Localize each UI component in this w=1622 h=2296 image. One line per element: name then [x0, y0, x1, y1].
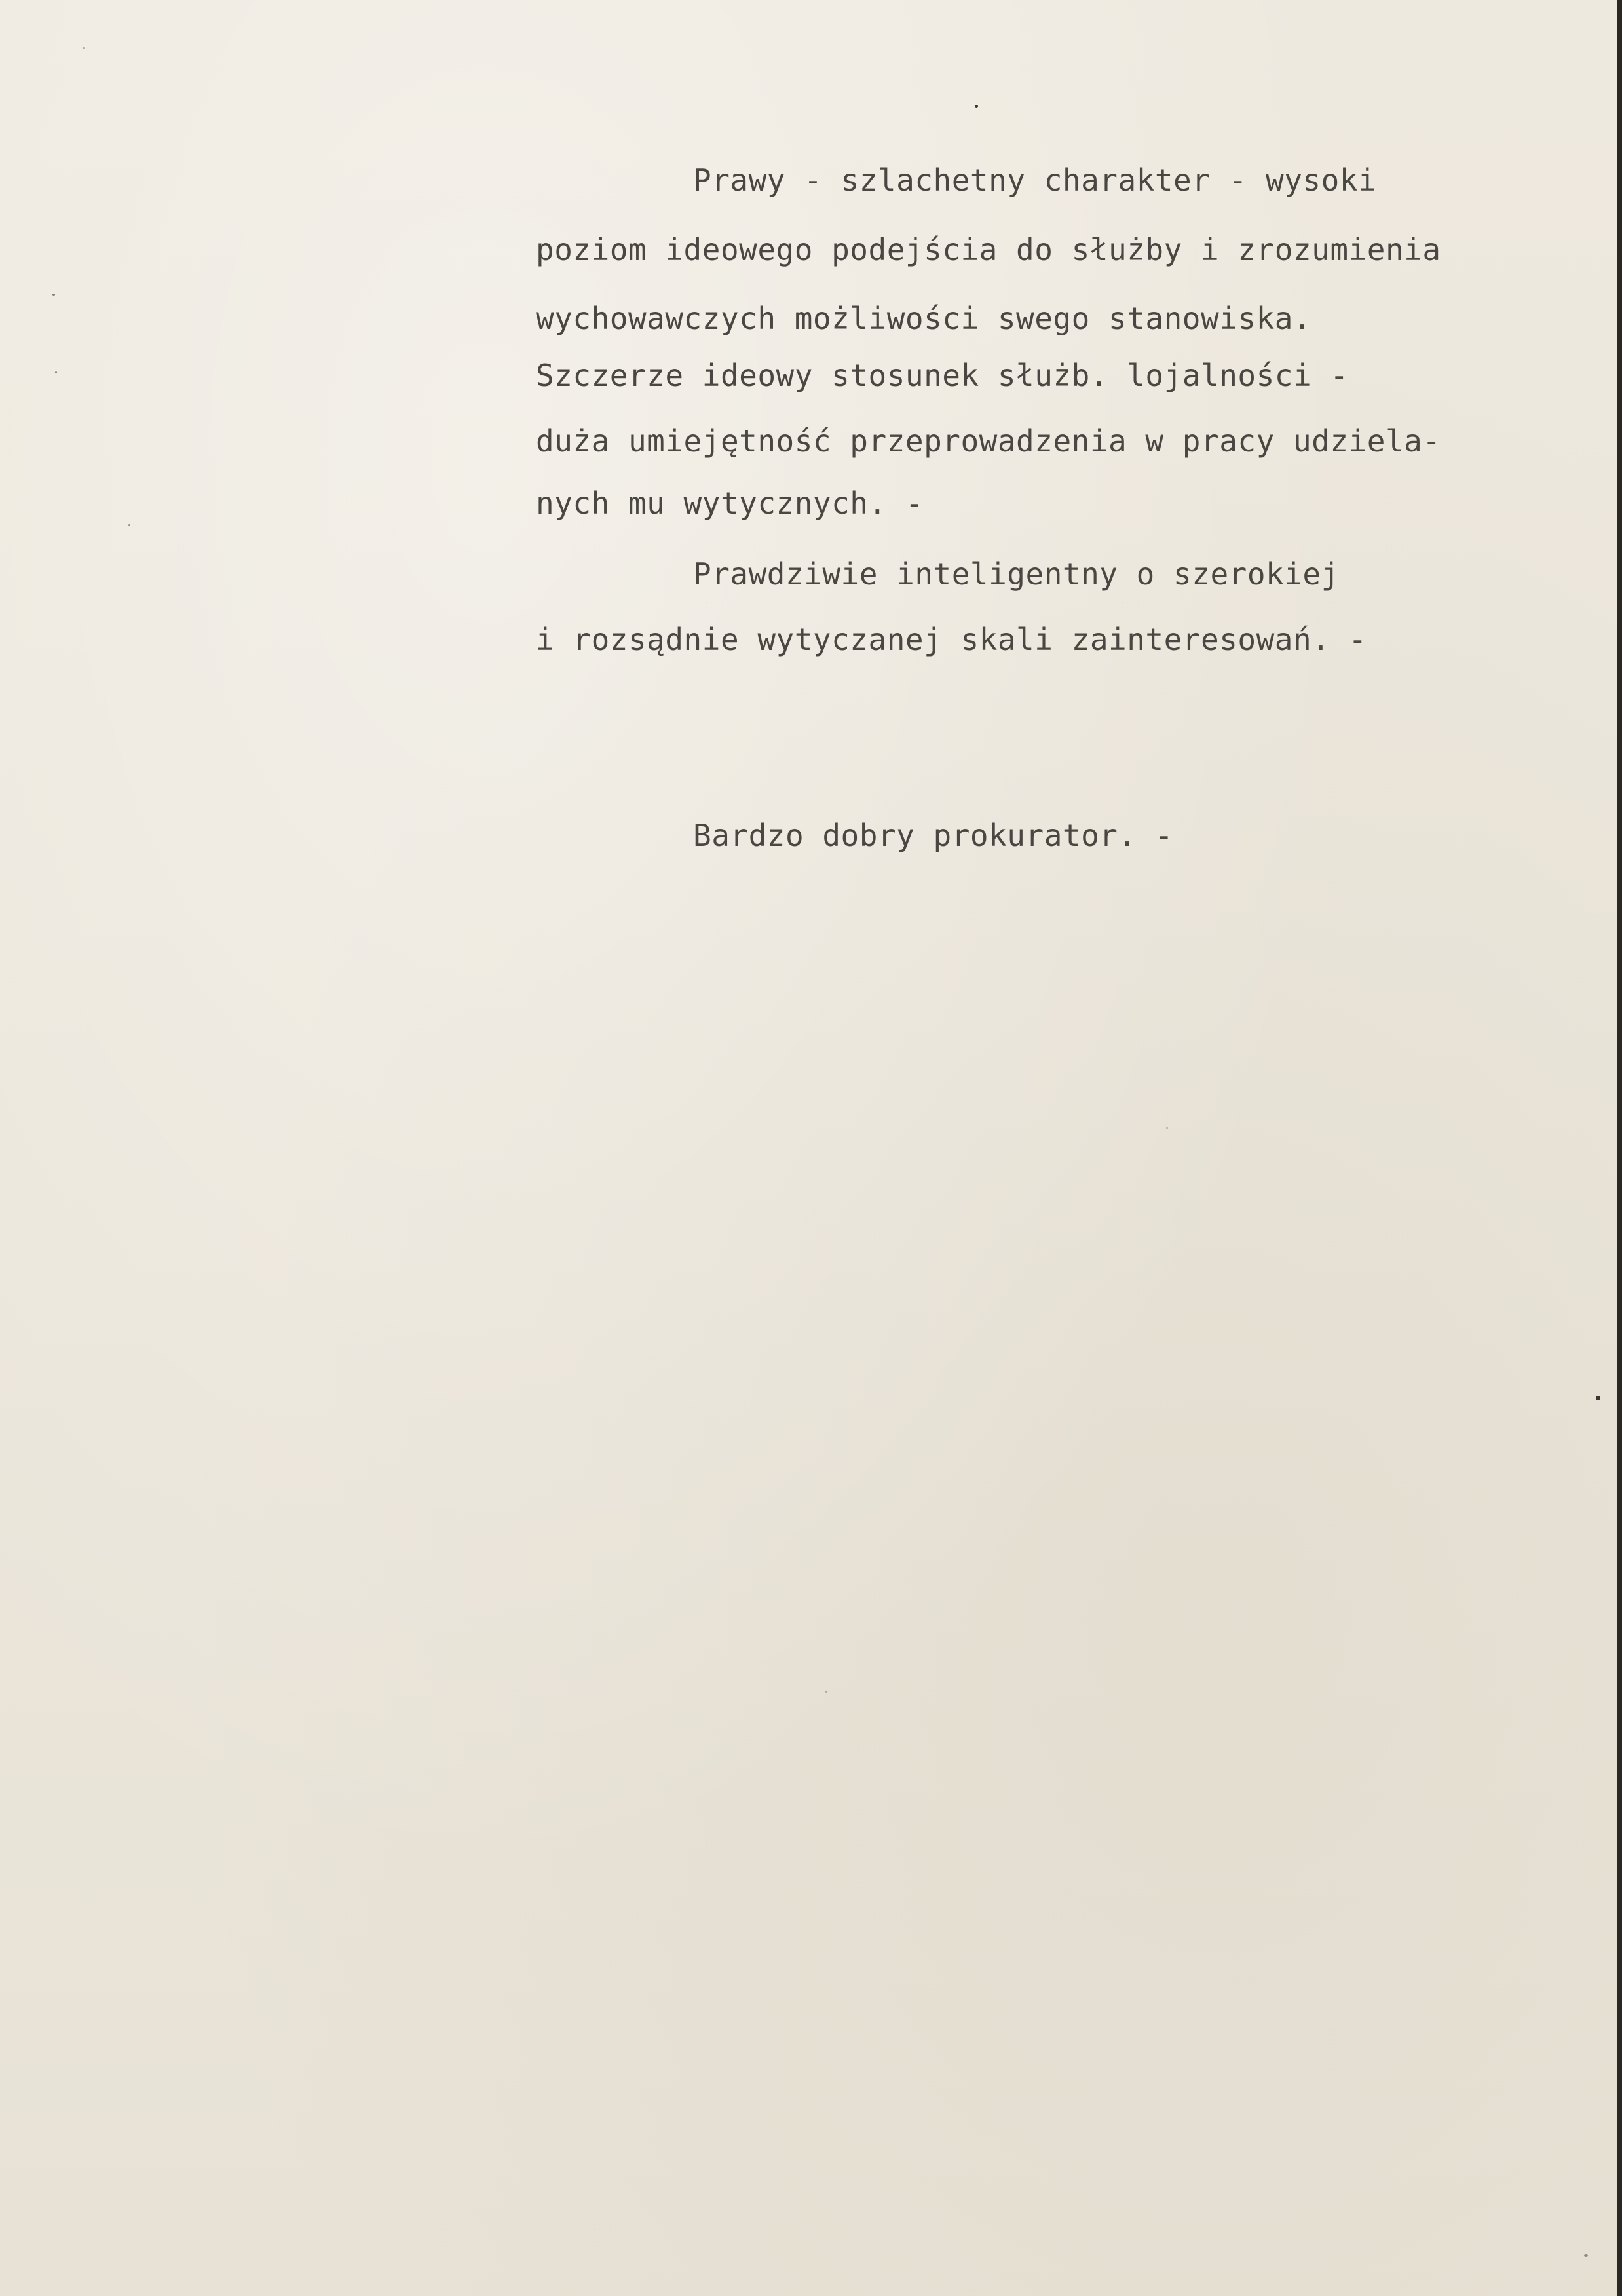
paper-speck [1584, 2254, 1588, 2257]
paper-speck [1166, 1127, 1168, 1129]
paper-speck [128, 524, 130, 526]
paper-speck [825, 1691, 827, 1693]
paper-speck [55, 371, 57, 373]
text-line-3: wychowawczych możliwości swego stanowiska. [536, 301, 1312, 336]
text-line-2: poziom ideowego podejścia do służby i zrozumienia [536, 232, 1441, 267]
paper-speck [83, 47, 85, 49]
text-line-1: Prawy - szlachetny charakter - wysoki [693, 163, 1377, 198]
text-line-6: nych mu wytycznych. - [536, 486, 924, 521]
text-line-5: duża umiejętność przeprowadzenia w pracy udziela- [536, 423, 1441, 459]
scan-edge [1617, 0, 1622, 2296]
text-line-4: Szczerze ideowy stosunek służb. lojalności - [536, 358, 1349, 393]
paper-speck [52, 294, 55, 296]
text-line-9: Bardzo dobry prokurator. - [693, 818, 1174, 853]
text-line-7: Prawdziwie inteligentny o szerokiej [693, 556, 1340, 592]
text-line-8: i rozsądnie wytyczanej skali zainteresowań. - [536, 622, 1367, 657]
paper-speck [1596, 1396, 1600, 1400]
paper-speck [975, 105, 978, 108]
